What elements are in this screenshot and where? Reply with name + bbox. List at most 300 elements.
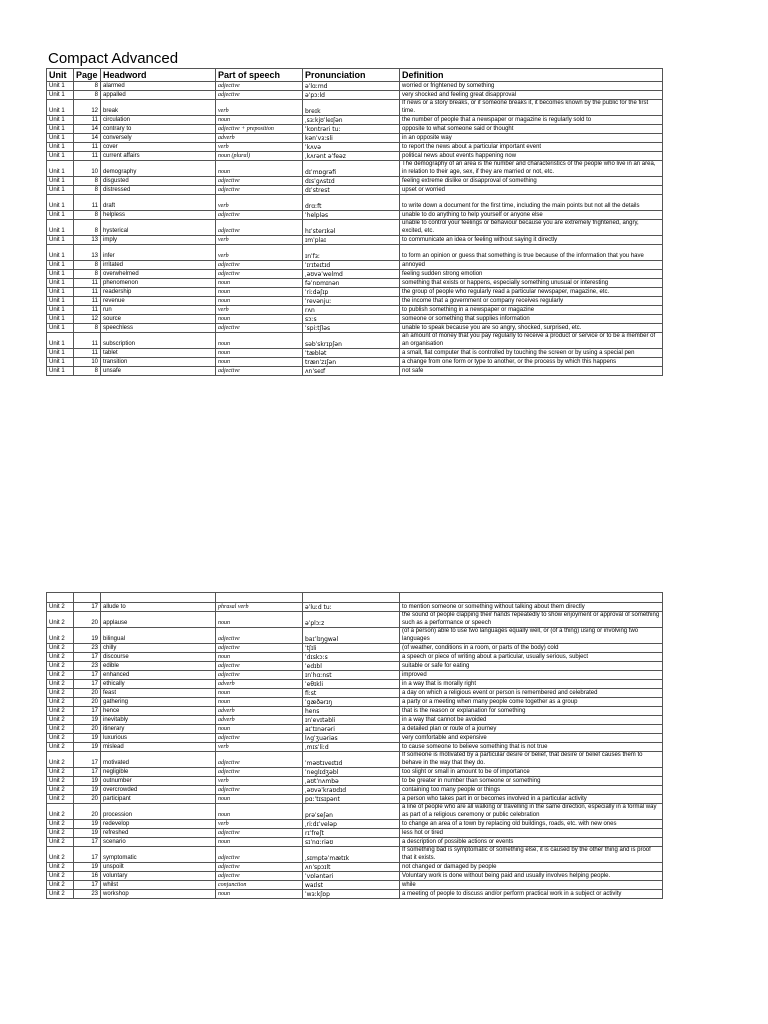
unit-cell: Unit 2 (47, 698, 74, 707)
pronunciation-cell: ˈdɪskɔːs (303, 653, 400, 662)
unit-cell: Unit 2 (47, 644, 74, 653)
headword-cell: motivated (101, 752, 216, 768)
unit-cell: Unit 1 (47, 297, 74, 306)
definition-cell: to communicate an idea or feeling without saying it directly (400, 236, 663, 245)
unit-cell: Unit 2 (47, 820, 74, 829)
page-cell: 10 (74, 358, 101, 367)
pronunciation-cell: hɪˈsterɪkəl (303, 220, 400, 236)
headword-cell: hence (101, 707, 216, 716)
table-row (47, 261, 663, 270)
part-of-speech-cell: noun (plural) (216, 152, 303, 161)
page-cell: 14 (74, 125, 101, 134)
definition-cell: the sound of people clapping their hands repeatedly to show enjoyment or approval of something such as a performance or speech (400, 612, 663, 628)
unit-cell: Unit 2 (47, 847, 74, 863)
table-row (47, 288, 663, 297)
table-row (47, 116, 663, 125)
definition-cell: opposite to what someone said or thought (400, 125, 663, 134)
header-page: Page (74, 69, 101, 82)
unit-cell: Unit 1 (47, 324, 74, 333)
headword-cell: subscription (101, 333, 216, 349)
page-cell: 17 (74, 707, 101, 716)
definition-cell: If someone is motivated by a particular desire or belief, that desire or belief causes them to behave in the way that they do. (400, 752, 663, 768)
part-of-speech-cell: noun (216, 297, 303, 306)
table-row (47, 612, 663, 628)
part-of-speech-cell: conjunction (216, 881, 303, 890)
pronunciation-cell: waɪlst (303, 881, 400, 890)
unit-cell: Unit 1 (47, 349, 74, 358)
page-title: Compact Advanced (48, 50, 179, 67)
headword-cell: chilly (101, 644, 216, 653)
definition-cell: while (400, 881, 663, 890)
headword-cell: appalled (101, 91, 216, 100)
headword-cell: conversely (101, 134, 216, 143)
unit-cell: Unit 1 (47, 82, 74, 91)
page-cell: 8 (74, 91, 101, 100)
pronunciation-cell: ˈwɜːkʃɒp (303, 890, 400, 899)
unit-cell: Unit 2 (47, 734, 74, 743)
part-of-speech-cell: verb (216, 820, 303, 829)
page-cell: 20 (74, 725, 101, 734)
pronunciation-cell: ˈməʊtɪveɪtɪd (303, 752, 400, 768)
headword-cell: irritated (101, 261, 216, 270)
page-cell: 12 (74, 315, 101, 324)
page-cell: 8 (74, 186, 101, 195)
part-of-speech-cell: verb (216, 195, 303, 211)
definition-cell: a description of possible actions or events (400, 838, 663, 847)
part-of-speech-cell: adjective (216, 82, 303, 91)
table-row (47, 297, 663, 306)
pronunciation-cell: prəˈseʃən (303, 804, 400, 820)
headword-cell: transition (101, 358, 216, 367)
page-cell: 17 (74, 881, 101, 890)
pronunciation-cell: rɪˈfreʃt (303, 829, 400, 838)
part-of-speech-cell: adjective (216, 261, 303, 270)
definition-cell: something that exists or happens, especially something unusual or interesting (400, 279, 663, 288)
definition-cell: a meeting of people to discuss and/or perform practical work in a subject or activity (400, 890, 663, 899)
part-of-speech-cell: adjective (216, 671, 303, 680)
headword-cell: readership (101, 288, 216, 297)
header-pronunciation: Pronunciation (303, 69, 400, 82)
headword-cell: itinerary (101, 725, 216, 734)
definition-cell: very comfortable and expensive (400, 734, 663, 743)
pronunciation-cell: dɪsˈgʌstɪd (303, 177, 400, 186)
page-cell: 11 (74, 333, 101, 349)
headword-cell: workshop (101, 890, 216, 899)
definition-cell: an amount of money that you pay regularly to receive a product or service or to be a member of an organisation (400, 333, 663, 349)
part-of-speech-cell: noun (216, 288, 303, 297)
headword-cell: outnumber (101, 777, 216, 786)
definition-cell: the income that a government or company receives regularly (400, 297, 663, 306)
unit-cell: Unit 2 (47, 863, 74, 872)
table-row (47, 863, 663, 872)
headword-cell: luxurious (101, 734, 216, 743)
page-cell: 11 (74, 349, 101, 358)
unit-cell: Unit 2 (47, 872, 74, 881)
part-of-speech-cell: adjective + preposition (216, 125, 303, 134)
headword-cell: break (101, 100, 216, 116)
part-of-speech-cell: noun (216, 653, 303, 662)
page-cell: 19 (74, 777, 101, 786)
table-row (47, 795, 663, 804)
part-of-speech-cell: phrasal verb (216, 603, 303, 612)
definition-cell: very shocked and feeling great disapproval (400, 91, 663, 100)
page-cell: 11 (74, 297, 101, 306)
table-row (47, 698, 663, 707)
unit-cell: Unit 1 (47, 288, 74, 297)
unit-cell: Unit 2 (47, 612, 74, 628)
part-of-speech-cell: verb (216, 306, 303, 315)
part-of-speech-cell: adjective (216, 220, 303, 236)
table-row (47, 324, 663, 333)
part-of-speech-cell: adjective (216, 768, 303, 777)
part-of-speech-cell: noun (216, 725, 303, 734)
pronunciation-cell: hens (303, 707, 400, 716)
page-cell: 8 (74, 211, 101, 220)
page-cell: 11 (74, 152, 101, 161)
unit-cell: Unit 1 (47, 143, 74, 152)
definition-cell: political news about events happening now (400, 152, 663, 161)
table-row (47, 707, 663, 716)
part-of-speech-cell: verb (216, 777, 303, 786)
unit-cell: Unit 2 (47, 881, 74, 890)
headword-cell: negligible (101, 768, 216, 777)
part-of-speech-cell: adverb (216, 707, 303, 716)
page-cell: 11 (74, 195, 101, 211)
unit-cell: Unit 2 (47, 777, 74, 786)
page-cell: 23 (74, 890, 101, 899)
definition-cell: to change an area of a town by replacing old buildings, roads, etc. with new ones (400, 820, 663, 829)
part-of-speech-cell: noun (216, 116, 303, 125)
headword-cell: contrary to (101, 125, 216, 134)
pronunciation-cell: səbˈskrɪpʃən (303, 333, 400, 349)
pronunciation-cell: trænˈzɪʃən (303, 358, 400, 367)
part-of-speech-cell: adjective (216, 829, 303, 838)
definition-cell: (of weather, conditions in a room, or parts of the body) cold (400, 644, 663, 653)
table-row (47, 671, 663, 680)
page-cell: 17 (74, 847, 101, 863)
part-of-speech-cell: adjective (216, 367, 303, 376)
definition-cell: a detailed plan or route of a journey (400, 725, 663, 734)
headword-cell: draft (101, 195, 216, 211)
definition-cell: not changed or damaged by people (400, 863, 663, 872)
part-of-speech-cell: adjective (216, 863, 303, 872)
table-row (47, 725, 663, 734)
page-cell: 20 (74, 804, 101, 820)
page-cell: 20 (74, 612, 101, 628)
unit-cell: Unit 2 (47, 707, 74, 716)
table-row (47, 125, 663, 134)
pronunciation-cell: ˈtʃɪli (303, 644, 400, 653)
page-cell: 8 (74, 324, 101, 333)
page-cell: 20 (74, 689, 101, 698)
page-cell: 13 (74, 236, 101, 245)
pronunciation-cell: ˌriːdɪˈveləp (303, 820, 400, 829)
pronunciation-cell: drɑːft (303, 195, 400, 211)
pronunciation-cell: əˈluːd tuː (303, 603, 400, 612)
unit-cell: Unit 2 (47, 716, 74, 725)
part-of-speech-cell: verb (216, 236, 303, 245)
part-of-speech-cell: noun (216, 279, 303, 288)
definition-cell: to write down a document for the first time, including the main points but not all the details (400, 195, 663, 211)
table-row (47, 644, 663, 653)
page-cell: 23 (74, 662, 101, 671)
headword-cell: overcrowded (101, 786, 216, 795)
part-of-speech-cell: verb (216, 100, 303, 116)
page-cell: 20 (74, 698, 101, 707)
pronunciation-cell: ˈgæðərɪŋ (303, 698, 400, 707)
part-of-speech-cell: noun (216, 612, 303, 628)
page-cell: 11 (74, 306, 101, 315)
unit-cell: Unit 2 (47, 829, 74, 838)
unit-cell: Unit 2 (47, 628, 74, 644)
pronunciation-cell: dɪˈmɒgrəfi (303, 161, 400, 177)
page-cell: 19 (74, 820, 101, 829)
part-of-speech-cell: adjective (216, 786, 303, 795)
table-row (47, 716, 663, 725)
headword-cell: infer (101, 245, 216, 261)
part-of-speech-cell: noun (216, 698, 303, 707)
definition-cell: worried or frightened by something (400, 82, 663, 91)
pronunciation-cell: ˌsɪmptəˈmætɪk (303, 847, 400, 863)
definition-cell: someone or something that supplies information (400, 315, 663, 324)
page-cell: 12 (74, 100, 101, 116)
headword-cell: participant (101, 795, 216, 804)
pronunciation-cell: ˌmɪsˈliːd (303, 743, 400, 752)
unit-cell: Unit 1 (47, 125, 74, 134)
definition-cell: a change from one form or type to another, or the process by which this happens (400, 358, 663, 367)
unit-cell: Unit 1 (47, 186, 74, 195)
part-of-speech-cell: adjective (216, 644, 303, 653)
page-cell: 19 (74, 734, 101, 743)
table-row (47, 152, 663, 161)
table-row (47, 270, 663, 279)
unit-cell: Unit 2 (47, 725, 74, 734)
table-row (47, 279, 663, 288)
pronunciation-cell: əˈpɔːld (303, 91, 400, 100)
definition-cell: unable to speak because you are so angry, shocked, surprised, etc. (400, 324, 663, 333)
headword-cell: symptomatic (101, 847, 216, 863)
definition-cell: upset or worried (400, 186, 663, 195)
table-row (47, 847, 663, 863)
pronunciation-cell: ʌnˈspɔɪlt (303, 863, 400, 872)
definition-cell: a line of people who are all walking or travelling in the same direction, especially in a formal way as part of a religious ceremony or public celebration (400, 804, 663, 820)
page-cell: 19 (74, 829, 101, 838)
unit-cell: Unit 1 (47, 367, 74, 376)
pronunciation-cell: əˈplɔːz (303, 612, 400, 628)
definition-cell: to publish something in a newspaper or magazine (400, 306, 663, 315)
headword-cell: demography (101, 161, 216, 177)
unit-cell: Unit 1 (47, 161, 74, 177)
definition-cell: feeling sudden strong emotion (400, 270, 663, 279)
table-row (47, 315, 663, 324)
unit-cell: Unit 1 (47, 236, 74, 245)
table-row (47, 752, 663, 768)
part-of-speech-cell: noun (216, 689, 303, 698)
unit-cell: Unit 1 (47, 279, 74, 288)
pronunciation-cell: ɪnˈfɜː (303, 245, 400, 261)
headword-cell: whilst (101, 881, 216, 890)
header-unit: Unit (47, 69, 74, 82)
definition-cell: a party or a meeting when many people come together as a group (400, 698, 663, 707)
pronunciation-cell: ʌnˈseɪf (303, 367, 400, 376)
pronunciation-cell: sɪˈnɑːriəʊ (303, 838, 400, 847)
pronunciation-cell: fəˈnɒmɪnən (303, 279, 400, 288)
headword-cell: refreshed (101, 829, 216, 838)
unit-cell: Unit 1 (47, 116, 74, 125)
pronunciation-cell: ˌəʊvəˈwelmd (303, 270, 400, 279)
page-cell: 17 (74, 768, 101, 777)
table-row (47, 829, 663, 838)
headword-cell: redevelop (101, 820, 216, 829)
definition-cell: that is the reason or explanation for something (400, 707, 663, 716)
part-of-speech-cell: adjective (216, 91, 303, 100)
table-row (47, 786, 663, 795)
headword-cell: cover (101, 143, 216, 152)
page-cell: 14 (74, 134, 101, 143)
unit-cell: Unit 1 (47, 91, 74, 100)
headword-cell: discourse (101, 653, 216, 662)
unit-cell: Unit 2 (47, 795, 74, 804)
headword-cell: helpless (101, 211, 216, 220)
table-row (47, 134, 663, 143)
page-cell: 8 (74, 270, 101, 279)
pronunciation-cell: ˌəʊvəˈkraʊdɪd (303, 786, 400, 795)
page-cell: 19 (74, 743, 101, 752)
definition-cell: unable to control your feelings or behaviour because you are extremely frightened, angry, excited, etc. (400, 220, 663, 236)
part-of-speech-cell: adjective (216, 628, 303, 644)
table-row (47, 358, 663, 367)
page-cell: 11 (74, 279, 101, 288)
table-row (47, 349, 663, 358)
pronunciation-cell: dɪˈstrest (303, 186, 400, 195)
part-of-speech-cell: noun (216, 795, 303, 804)
page-cell: 17 (74, 680, 101, 689)
part-of-speech-cell: adverb (216, 680, 303, 689)
table-row (47, 653, 663, 662)
page-cell: 8 (74, 261, 101, 270)
definition-cell: in a way that cannot be avoided (400, 716, 663, 725)
headword-cell: imply (101, 236, 216, 245)
unit-cell: Unit 2 (47, 662, 74, 671)
part-of-speech-cell: adverb (216, 716, 303, 725)
table-row (47, 220, 663, 236)
pronunciation-cell: baɪˈlɪŋgwəl (303, 628, 400, 644)
table-row (47, 603, 663, 612)
part-of-speech-cell: noun (216, 333, 303, 349)
definition-cell: suitable or safe for eating (400, 662, 663, 671)
part-of-speech-cell: noun (216, 838, 303, 847)
definition-cell: the group of people who regularly read a particular newspaper, magazine, etc. (400, 288, 663, 297)
headword-cell: hysterical (101, 220, 216, 236)
pronunciation-cell: ɪnˈhɑːnst (303, 671, 400, 680)
part-of-speech-cell: noun (216, 349, 303, 358)
part-of-speech-cell: adjective (216, 324, 303, 333)
page-cell: 17 (74, 671, 101, 680)
table-row (47, 734, 663, 743)
headword-cell: phenomenon (101, 279, 216, 288)
part-of-speech-cell: verb (216, 245, 303, 261)
definition-cell: a small, flat computer that is controlled by touching the screen or by using a special pen (400, 349, 663, 358)
definition-cell: too slight or small in amount to be of importance (400, 768, 663, 777)
page-cell: 11 (74, 288, 101, 297)
definition-cell: to cause someone to believe something that is not true (400, 743, 663, 752)
definition-cell: Voluntary work is done without being paid and usually involves helping people. (400, 872, 663, 881)
headword-cell: overwhelmed (101, 270, 216, 279)
page-cell: 8 (74, 177, 101, 186)
unit-cell: Unit 2 (47, 743, 74, 752)
part-of-speech-cell: verb (216, 743, 303, 752)
page-cell: 16 (74, 872, 101, 881)
definition-cell: in a way that is morally right (400, 680, 663, 689)
header-part-of-speech: Part of speech (216, 69, 303, 82)
headword-cell: disgusted (101, 177, 216, 186)
page-cell: 11 (74, 116, 101, 125)
unit-cell: Unit 2 (47, 768, 74, 777)
pronunciation-cell: ˌsɜːkjʊˈleɪʃən (303, 116, 400, 125)
table-row (47, 768, 663, 777)
unit-cell: Unit 1 (47, 245, 74, 261)
part-of-speech-cell: noun (216, 890, 303, 899)
unit-cell: Unit 2 (47, 680, 74, 689)
pronunciation-cell: sɔːs (303, 315, 400, 324)
part-of-speech-cell: adjective (216, 211, 303, 220)
pronunciation-cell: ˌaʊtˈnʌmbə (303, 777, 400, 786)
unit-cell: Unit 1 (47, 177, 74, 186)
part-of-speech-cell: adjective (216, 177, 303, 186)
table-row (47, 306, 663, 315)
page-cell: 17 (74, 653, 101, 662)
page-cell: 17 (74, 603, 101, 612)
part-of-speech-cell: noun (216, 358, 303, 367)
definition-cell: in an opposite way (400, 134, 663, 143)
headword-cell: scenario (101, 838, 216, 847)
table-row (47, 236, 663, 245)
definition-cell: a speech or piece of writing about a particular, usually serious, subject (400, 653, 663, 662)
header-headword: Headword (101, 69, 216, 82)
definition-cell: not safe (400, 367, 663, 376)
definition-cell: less hot or tired (400, 829, 663, 838)
part-of-speech-cell: adjective (216, 662, 303, 671)
table-row (47, 186, 663, 195)
definition-cell: annoyed (400, 261, 663, 270)
pronunciation-cell: breɪk (303, 100, 400, 116)
headword-cell: gathering (101, 698, 216, 707)
headword-cell: current affairs (101, 152, 216, 161)
pronunciation-cell: əˈlɑːmd (303, 82, 400, 91)
pronunciation-cell: ˈhelpləs (303, 211, 400, 220)
table-row (47, 820, 663, 829)
definition-cell: If something bad is symptomatic of something else, it is caused by the other thing and is proof that it exists. (400, 847, 663, 863)
table-row (47, 890, 663, 899)
table-row (47, 245, 663, 261)
pronunciation-cell: ˈɪrɪteɪtɪd (303, 261, 400, 270)
unit-cell: Unit 1 (47, 315, 74, 324)
headword-cell: tablet (101, 349, 216, 358)
headword-cell: circulation (101, 116, 216, 125)
pronunciation-cell: ˈkɒntrəri tuː (303, 125, 400, 134)
part-of-speech-cell: noun (216, 315, 303, 324)
table-row (47, 628, 663, 644)
unit-cell: Unit 2 (47, 653, 74, 662)
pronunciation-cell: ˈrevənjuː (303, 297, 400, 306)
headword-cell: unspoilt (101, 863, 216, 872)
page-cell: 8 (74, 82, 101, 91)
definition-cell: to be greater in number than someone or something (400, 777, 663, 786)
table-row (47, 100, 663, 116)
table-row (47, 211, 663, 220)
headword-cell: revenue (101, 297, 216, 306)
page-cell: 10 (74, 161, 101, 177)
